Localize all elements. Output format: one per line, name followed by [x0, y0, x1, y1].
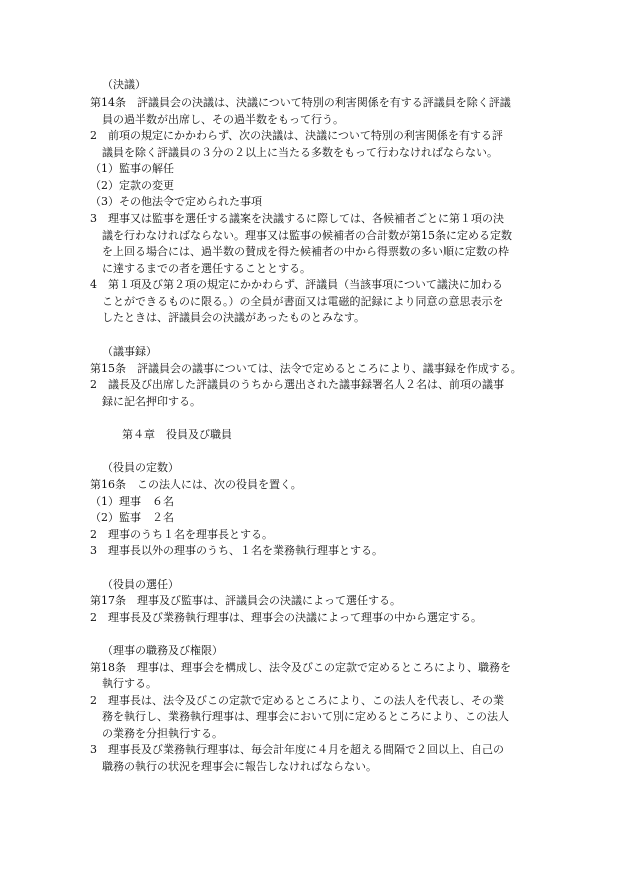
article-18-line: 2 理事長は、法令及びこの定款で定めるところにより、この法人を代表し、その業: [90, 694, 504, 707]
article-18-line: 執行する。: [102, 677, 157, 690]
article-14-line: に達するまでの者を選任することとする。: [102, 262, 311, 275]
article-14-line: 2 前項の規定にかかわらず、次の決議は、決議について特別の利害関係を有する評: [90, 129, 503, 142]
article-16-item: （2）監事 ２名: [90, 511, 174, 524]
article-14-item: （2）定款の変更: [90, 179, 174, 192]
article-16-item: （1）理事 ６名: [90, 495, 174, 508]
article-18-line: の業務を分担執行する。: [102, 727, 223, 740]
article-14-line: ことができるものに限る。）の全員が書面又は電磁的記録により同意の意思表示を: [102, 295, 504, 308]
article-18-line: 務を執行し、業務執行理事は、理事会において別に定めるところにより、この法人: [102, 710, 509, 723]
section-heading-resolution: （決議）: [102, 78, 146, 91]
article-14-line: 3 理事又は監事を選任する議案を決議するに際しては、各候補者ごとに第１項の決: [90, 212, 504, 225]
article-18-line: 3 理事長及び業務執行理事は、毎会計年度に４月を超える間隔で２回以上、自己の: [90, 743, 504, 756]
article-14-item: （1）監事の解任: [90, 162, 174, 175]
article-15-line: 録に記名押印する。: [102, 395, 201, 408]
section-heading-minutes: （議事録）: [102, 345, 157, 358]
article-16-line: 第16条 この法人には、次の役員を置く。: [90, 478, 302, 491]
article-14-line: 員の過半数が出席し、その過半数をもって行う。: [102, 113, 344, 126]
article-18-line: 第18条 理事は、理事会を構成し、法令及びこの定款で定めるところにより、職務を: [90, 661, 511, 674]
article-14-line: 4 第１項及び第２項の規定にかかわらず、評議員（当該事項について議決に加わる: [90, 278, 503, 291]
article-14-line: 議員を除く評議員の３分の２以上に当たる多数をもって行わなければならない。: [102, 146, 498, 159]
section-heading-officer-count: （役員の定数）: [102, 461, 179, 474]
article-14-line: 第14条 評議員会の決議は、決議について特別の利害関係を有する評議員を除く評議: [90, 96, 511, 109]
article-17-line: 第17条 理事及び監事は、評議員会の決議によって選任する。: [90, 594, 401, 607]
article-16-line: 2 理事のうち１名を理事長とする。: [90, 528, 273, 541]
article-14-line: 議を行わなければならない。理事又は監事の候補者の合計数が第15条に定める定数: [102, 229, 512, 242]
article-15-line: 2 議長及び出席した評議員のうちから選出された議事録署名人２名は、前項の議事: [90, 378, 504, 391]
article-14-item: （3）その他法令で定められた事項: [90, 195, 262, 208]
article-14-line: したときは、評議員会の決議があったものとみなす。: [102, 311, 366, 324]
article-18-line: 職務の執行の状況を理事会に報告しなければならない。: [102, 760, 377, 773]
section-heading-officer-election: （役員の選任）: [102, 578, 179, 591]
article-14-line: を上回る場合には、過半数の賛成を得た候補者の中から得票数の多い順に定数の枠: [102, 245, 509, 258]
article-17-line: 2 理事長及び業務執行理事は、理事会の決議によって理事の中から選定する。: [90, 611, 482, 624]
section-heading-director-duties: （理事の職務及び権限）: [102, 644, 223, 657]
article-15-line: 第15条 評議員会の議事については、法令で定めるところにより、議事録を作成する。: [90, 362, 522, 375]
chapter-title: 第４章 役員及び職員: [122, 428, 232, 441]
article-16-line: 3 理事長以外の理事のうち、１名を業務執行理事とする。: [90, 544, 383, 557]
